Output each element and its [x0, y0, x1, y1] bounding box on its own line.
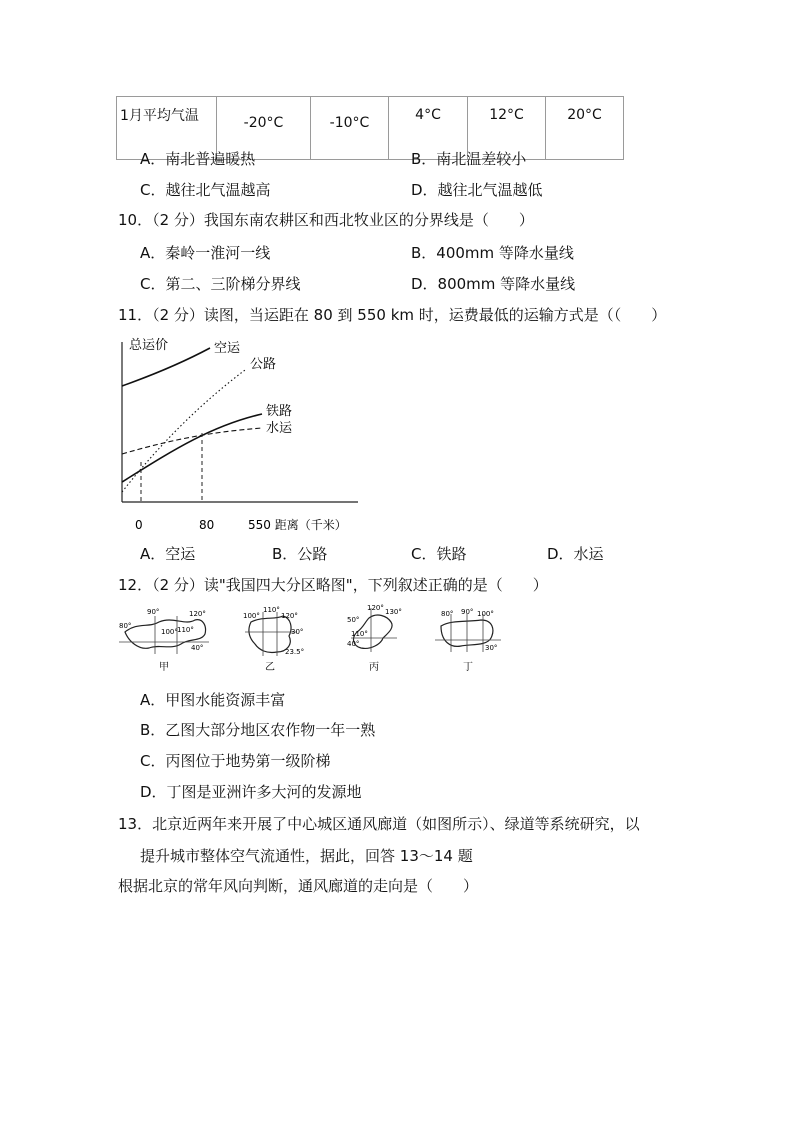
map-bing — [347, 604, 402, 673]
svg-text:100°: 100° — [161, 628, 178, 636]
map-label-ding: 丁 — [463, 662, 473, 673]
map-jia — [119, 608, 209, 673]
svg-text:110°: 110° — [177, 626, 194, 634]
rail-transport-curve — [122, 414, 262, 482]
table-cell: -10°C — [311, 97, 389, 160]
svg-text:120°: 120° — [281, 612, 298, 620]
q10-option-b[interactable]: B．400mm 等降水量线 — [411, 244, 574, 262]
q10-option-a[interactable]: A．秦岭一淮河一线 — [140, 244, 271, 262]
svg-text:130°: 130° — [385, 608, 402, 616]
road-transport-curve — [122, 370, 245, 492]
table-row-label: 1月平均气温 — [117, 97, 217, 160]
svg-text:120°: 120° — [367, 604, 384, 612]
map-label-bing: 丙 — [369, 662, 379, 673]
q9-option-d[interactable]: D．越往北气温越低 — [411, 181, 543, 199]
four-regions-maps — [115, 604, 515, 680]
svg-text:110°: 110° — [263, 606, 280, 614]
q12-option-b[interactable]: B．乙图大部分地区农作物一年一熟 — [140, 721, 376, 739]
q13-stem-line2: 提升城市整体空气流通性，据此，回答 13～14 题 — [140, 847, 473, 865]
q13-stem-line1: 13．北京近两年来开展了中心城区通风廊道（如图所示）、绿道等系统研究，以 — [118, 815, 640, 833]
q12-option-c[interactable]: C．丙图位于地势第一级阶梯 — [140, 752, 331, 770]
svg-text:120°: 120° — [189, 610, 206, 618]
svg-text:40°: 40° — [347, 640, 360, 648]
table-cell: 4°C — [389, 97, 468, 160]
map-yi — [243, 606, 304, 673]
tick-label-0: 0 — [135, 518, 143, 532]
tick-label-80: 80 — [199, 518, 215, 532]
svg-text:100°: 100° — [243, 612, 260, 620]
svg-text:40°: 40° — [191, 644, 204, 652]
legend-air: 空运 — [214, 341, 241, 356]
q11-option-d[interactable]: D．水运 — [547, 545, 604, 563]
svg-text:100°: 100° — [477, 610, 494, 618]
q12-option-d[interactable]: D．丁图是亚洲许多大河的发源地 — [140, 783, 362, 801]
svg-text:80°: 80° — [441, 610, 454, 618]
legend-road: 公路 — [250, 357, 277, 372]
table-cell: -20°C — [217, 97, 311, 160]
legend-rail: 铁路 — [266, 404, 293, 419]
map-label-yi: 乙 — [265, 662, 275, 673]
svg-text:90°: 90° — [461, 608, 474, 616]
q11-option-c[interactable]: C．铁路 — [411, 545, 467, 563]
svg-text:30°: 30° — [291, 628, 304, 636]
svg-text:23.5°: 23.5° — [285, 648, 305, 656]
q13-question: 根据北京的常年风向判断，通风廊道的走向是（ ） — [118, 877, 479, 895]
transport-cost-chart — [110, 334, 360, 540]
q12-stem: 12．（2 分）读"我国四大分区略图"，下列叙述正确的是（ ） — [118, 576, 548, 594]
chart-xlabel: 550 距离（千米） — [248, 518, 347, 532]
q9-option-b[interactable]: B．南北温差较小 — [411, 150, 527, 168]
map-ding — [435, 608, 501, 673]
table-cell: 20°C — [546, 97, 624, 160]
svg-text:90°: 90° — [147, 608, 160, 616]
q9-option-a[interactable]: A．南北普遍暖热 — [140, 150, 256, 168]
table-cell: 12°C — [468, 97, 546, 160]
svg-text:80°: 80° — [119, 622, 132, 630]
q11-stem: 11．（2 分）读图，当运距在 80 到 550 km 时，运费最低的运输方式是（（ ） — [118, 306, 667, 324]
map-label-jia: 甲 — [159, 662, 169, 673]
svg-text:110°: 110° — [351, 630, 368, 638]
svg-text:30°: 30° — [485, 644, 498, 652]
q12-option-a[interactable]: A．甲图水能资源丰富 — [140, 691, 286, 709]
chart-ylabel: 总运价 — [129, 338, 169, 353]
q9-option-c[interactable]: C．越往北气温越高 — [140, 181, 271, 199]
legend-water: 水运 — [266, 421, 293, 436]
q10-option-d[interactable]: D．800mm 等降水量线 — [411, 275, 576, 293]
q10-option-c[interactable]: C．第二、三阶梯分界线 — [140, 275, 301, 293]
q11-option-a[interactable]: A．空运 — [140, 545, 196, 563]
svg-text:50°: 50° — [347, 616, 360, 624]
air-transport-curve — [122, 348, 210, 386]
q11-option-b[interactable]: B．公路 — [272, 545, 328, 563]
q10-stem: 10．（2 分）我国东南农耕区和西北牧业区的分界线是（ ） — [118, 211, 534, 229]
